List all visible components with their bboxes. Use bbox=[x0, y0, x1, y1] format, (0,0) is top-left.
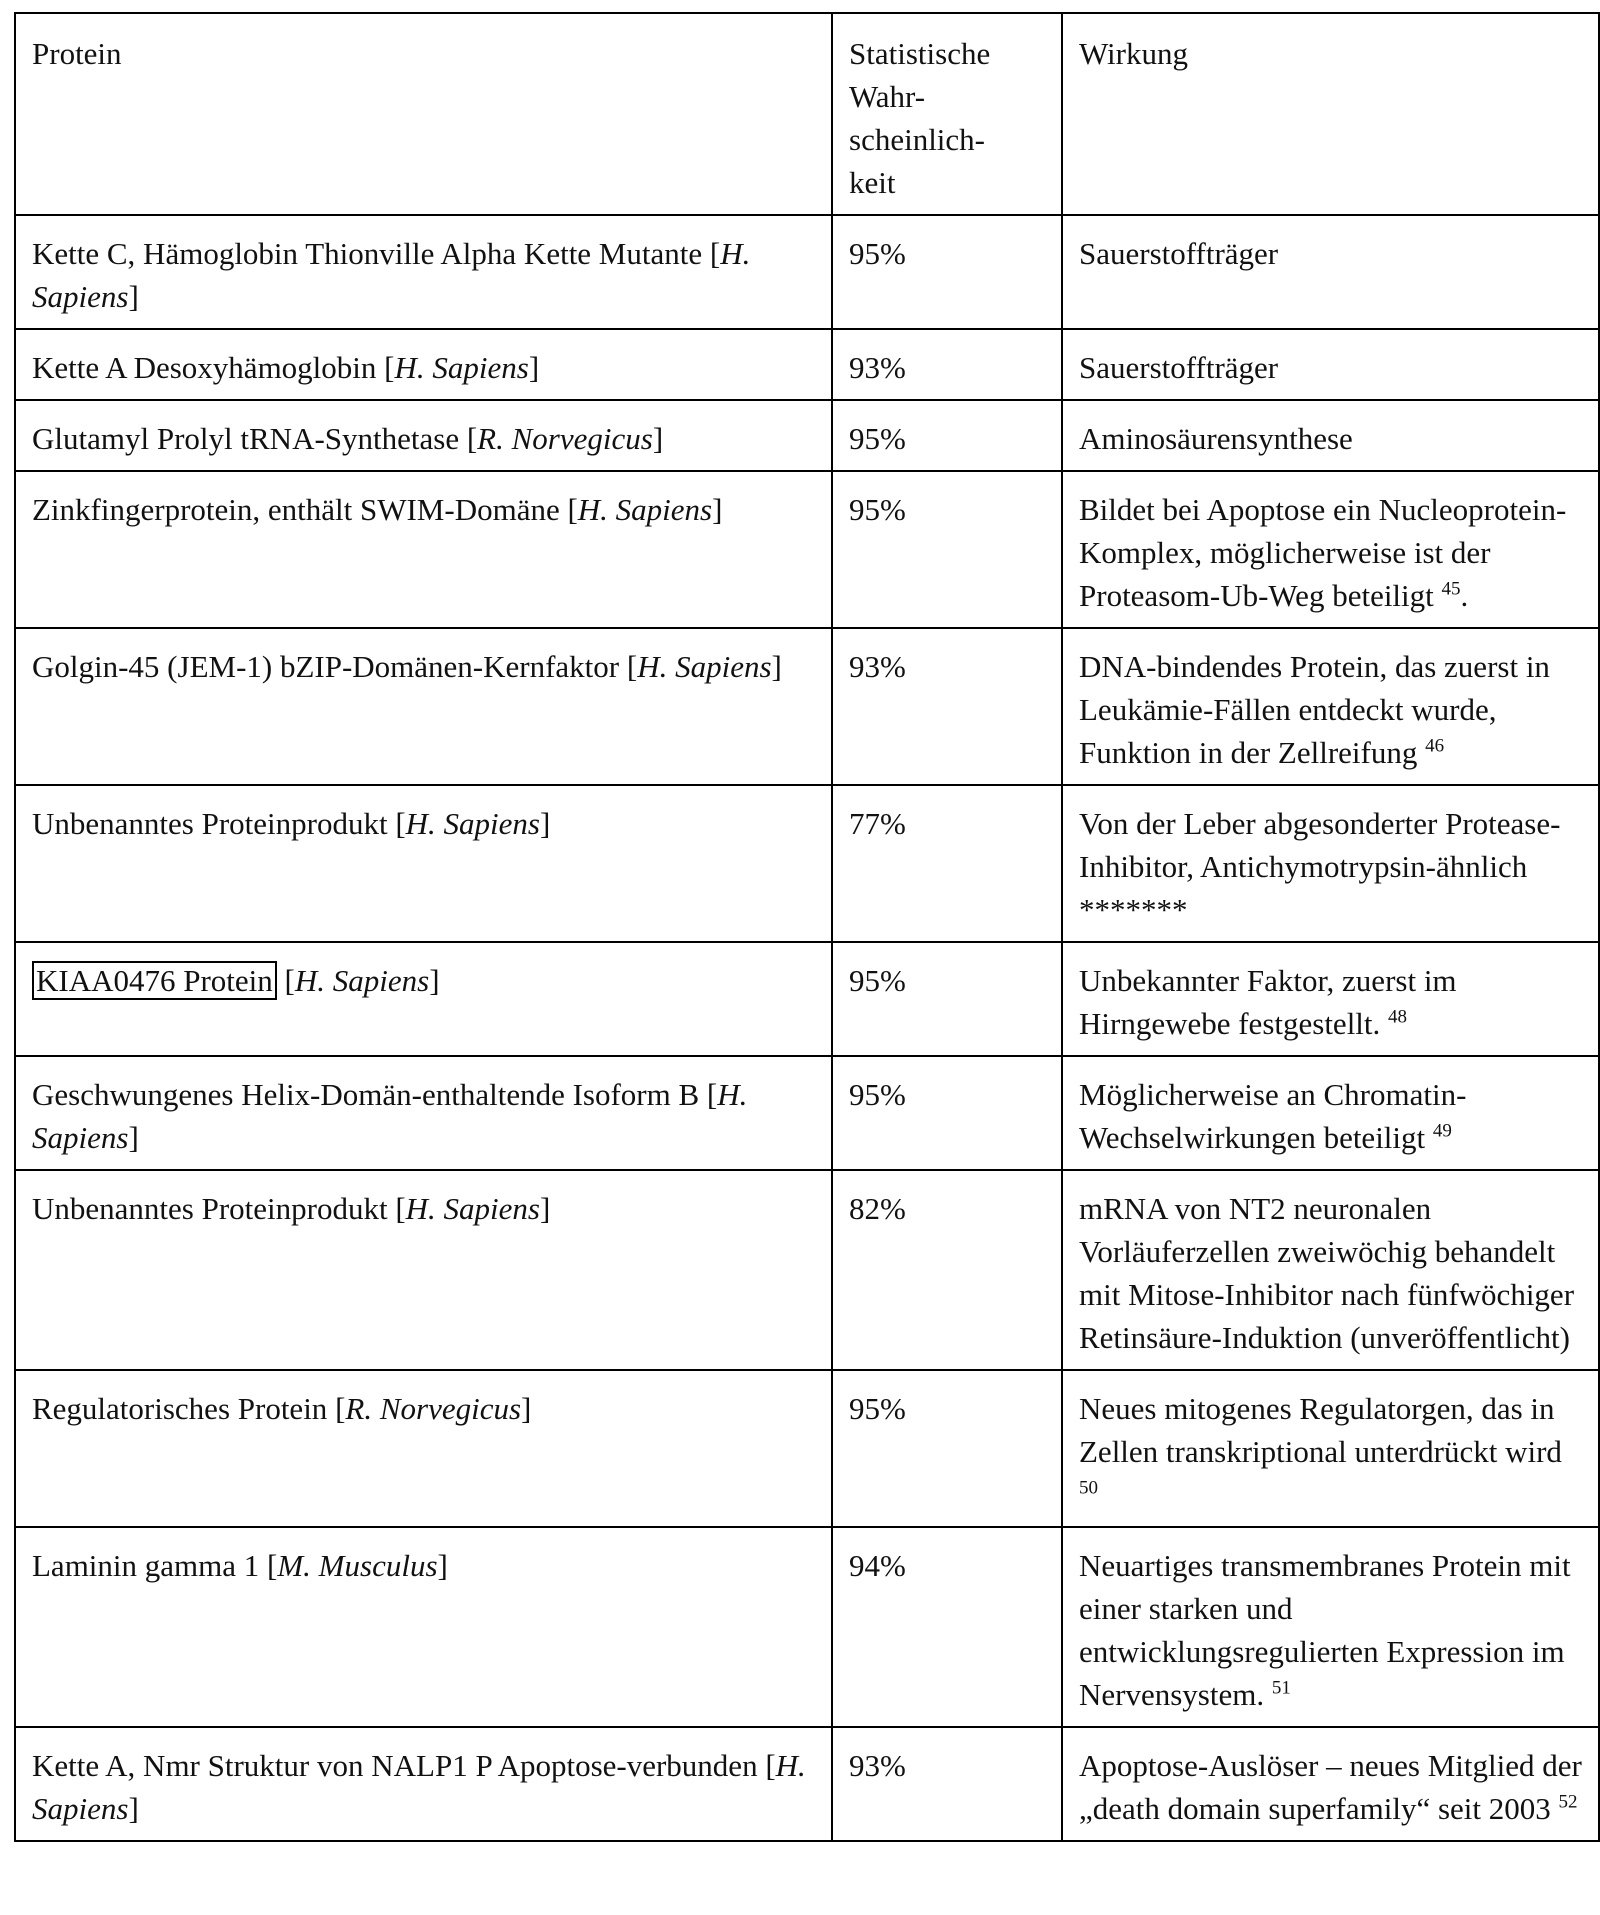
footnote-ref: 46 bbox=[1425, 735, 1445, 757]
species-name: H. Sapiens bbox=[405, 1191, 540, 1226]
protein-table bbox=[14, 12, 1600, 1842]
probability-cell: 95% bbox=[832, 1370, 1062, 1527]
header-probability-line: Wahr- bbox=[849, 79, 926, 114]
table-row bbox=[15, 1727, 1599, 1841]
table-body bbox=[15, 215, 1599, 1841]
effect-cell bbox=[1062, 1527, 1599, 1727]
effect-cell bbox=[1062, 785, 1599, 942]
protein-name: Glutamyl Prolyl tRNA-Synthetase bbox=[32, 421, 460, 456]
probability-cell: 95% bbox=[832, 471, 1062, 628]
probability-cell: 95% bbox=[832, 942, 1062, 1056]
table-row bbox=[15, 785, 1599, 942]
probability-cell: 95% bbox=[832, 215, 1062, 329]
effect-cell bbox=[1062, 400, 1599, 471]
protein-cell: Geschwungenes Helix-Domän-enthaltende Isoform B [H. Sapiens] bbox=[15, 1056, 832, 1170]
effect-text: Aminosäurensynthese bbox=[1079, 421, 1353, 456]
effect-cell bbox=[1062, 1370, 1599, 1527]
species-name: R. Norvegicus bbox=[345, 1391, 522, 1426]
protein-cell: KIAA0476 Protein [H. Sapiens] bbox=[15, 942, 832, 1056]
protein-cell: Kette C, Hämoglobin Thionville Alpha Kette Mutante [H. Sapiens] bbox=[15, 215, 832, 329]
protein-cell: Regulatorisches Protein [R. Norvegicus] bbox=[15, 1370, 832, 1527]
protein-cell: Unbenanntes Proteinprodukt [H. Sapiens] bbox=[15, 1170, 832, 1370]
table-row bbox=[15, 1370, 1599, 1527]
effect-text: Apoptose-Auslöser – neues Mitglied der „death domain superfamily“ seit 2003 bbox=[1079, 1748, 1582, 1826]
footnote-ref: 45 bbox=[1441, 578, 1461, 600]
header-probability-line: keit bbox=[849, 165, 896, 200]
table-row bbox=[15, 1527, 1599, 1727]
table-row bbox=[15, 471, 1599, 628]
effect-text: Bildet bei Apoptose ein Nucleoprotein-Komplex, möglicherweise ist der Proteasom-Ub-Weg beteiligt bbox=[1079, 492, 1567, 613]
species-name: H. Sapiens bbox=[637, 649, 772, 684]
effect-text: mRNA von NT2 neuronalen Vorläuferzellen zweiwöchig behandelt mit Mitose-Inhibitor nach fünfwöchiger Retinsäure-Induktion (unveröffentlicht) bbox=[1079, 1191, 1575, 1355]
species-name: H. Sapiens bbox=[405, 806, 540, 841]
probability-cell: 77% bbox=[832, 785, 1062, 942]
probability-cell: 82% bbox=[832, 1170, 1062, 1370]
footnote-ref: 51 bbox=[1271, 1677, 1291, 1699]
probability-cell: 95% bbox=[832, 400, 1062, 471]
effect-cell bbox=[1062, 471, 1599, 628]
effect-text: Sauerstoffträger bbox=[1079, 236, 1279, 271]
header-probability-line: scheinlich- bbox=[849, 122, 986, 157]
effect-cell bbox=[1062, 942, 1599, 1056]
footnote-ref: 52 bbox=[1558, 1791, 1578, 1813]
protein-name: Regulatorisches Protein bbox=[32, 1391, 328, 1426]
species-name: R. Norvegicus bbox=[477, 421, 653, 456]
table-row bbox=[15, 215, 1599, 329]
protein-name: Kette A Desoxyhämoglobin bbox=[32, 350, 377, 385]
protein-name: Kette C, Hämoglobin Thionville Alpha Kette Mutante bbox=[32, 236, 703, 271]
species-name: H. Sapiens bbox=[394, 350, 529, 385]
header-protein: Protein bbox=[15, 13, 832, 215]
table-row bbox=[15, 329, 1599, 400]
effect-text: Sauerstoffträger bbox=[1079, 350, 1279, 385]
protein-cell: Zinkfingerprotein, enthält SWIM-Domäne [H. Sapiens] bbox=[15, 471, 832, 628]
header-probability-line: Statistische bbox=[849, 36, 991, 71]
table-row bbox=[15, 1056, 1599, 1170]
effect-text: DNA-bindendes Protein, das zuerst in Leukämie-Fällen entdeckt wurde, Funktion in der Zellreifung bbox=[1079, 649, 1550, 770]
effect-text: Neues mitogenes Regulatorgen, das in Zellen transkriptional unterdrückt wird bbox=[1079, 1391, 1562, 1469]
probability-cell: 95% bbox=[832, 1056, 1062, 1170]
footnote-ref: 48 bbox=[1388, 1006, 1408, 1028]
probability-cell: 93% bbox=[832, 329, 1062, 400]
species-name: H. Sapiens bbox=[32, 1077, 748, 1155]
probability-cell: 93% bbox=[832, 628, 1062, 785]
protein-name: Laminin gamma 1 bbox=[32, 1548, 260, 1583]
protein-name: Kette A, Nmr Struktur von NALP1 P Apoptose-verbunden bbox=[32, 1748, 758, 1783]
effect-text: Unbekannter Faktor, zuerst im Hirngewebe festgestellt. bbox=[1079, 963, 1457, 1041]
protein-cell: Unbenanntes Proteinprodukt [H. Sapiens] bbox=[15, 785, 832, 942]
table-row bbox=[15, 628, 1599, 785]
species-name: H. Sapiens bbox=[32, 1748, 806, 1826]
effect-cell bbox=[1062, 1056, 1599, 1170]
protein-name-boxed: KIAA0476 Protein bbox=[32, 961, 277, 1000]
species-name: H. Sapiens bbox=[577, 492, 713, 527]
effect-cell bbox=[1062, 1170, 1599, 1370]
effect-cell bbox=[1062, 329, 1599, 400]
probability-cell: 93% bbox=[832, 1727, 1062, 1841]
effect-text: Von der Leber abgesonderter Protease-Inhibitor, Antichymotrypsin-ähnlich ******* bbox=[1079, 806, 1561, 927]
effect-cell bbox=[1062, 628, 1599, 785]
table-row bbox=[15, 1170, 1599, 1370]
header-probability bbox=[832, 13, 1062, 215]
protein-cell: Kette A, Nmr Struktur von NALP1 P Apoptose-verbunden [H. Sapiens] bbox=[15, 1727, 832, 1841]
probability-cell: 94% bbox=[832, 1527, 1062, 1727]
footnote-suffix: . bbox=[1460, 578, 1469, 613]
footnote-ref: 50 bbox=[1079, 1477, 1098, 1499]
table-row bbox=[15, 942, 1599, 1056]
species-name: H. Sapiens bbox=[294, 963, 430, 998]
header-effect: Wirkung bbox=[1062, 13, 1599, 215]
protein-name: Golgin-45 (JEM-1) bZIP-Domänen-Kernfaktor bbox=[32, 649, 620, 684]
effect-text: Neuartiges transmembranes Protein mit einer starken und entwicklungsregulierten Expression im Nervensystem. bbox=[1079, 1548, 1571, 1712]
protein-name: Geschwungenes Helix-Domän-enthaltende Isoform B bbox=[32, 1077, 700, 1112]
protein-cell: Glutamyl Prolyl tRNA-Synthetase [R. Norvegicus] bbox=[15, 400, 832, 471]
protein-cell: Laminin gamma 1 [M. Musculus] bbox=[15, 1527, 832, 1727]
protein-cell: Golgin-45 (JEM-1) bZIP-Domänen-Kernfaktor [H. Sapiens] bbox=[15, 628, 832, 785]
protein-name: Unbenanntes Proteinprodukt bbox=[32, 806, 388, 841]
protein-name: Zinkfingerprotein, enthält SWIM-Domäne bbox=[32, 492, 560, 527]
protein-cell: Kette A Desoxyhämoglobin [H. Sapiens] bbox=[15, 329, 832, 400]
species-name: M. Musculus bbox=[277, 1548, 438, 1583]
header-row bbox=[15, 13, 1599, 215]
effect-cell bbox=[1062, 1727, 1599, 1841]
effect-text: Möglicherweise an Chromatin-Wechselwirkungen beteiligt bbox=[1079, 1077, 1467, 1155]
effect-cell bbox=[1062, 215, 1599, 329]
species-name: H. Sapiens bbox=[32, 236, 751, 314]
protein-name: Unbenanntes Proteinprodukt bbox=[32, 1191, 388, 1226]
table-row bbox=[15, 400, 1599, 471]
footnote-ref: 49 bbox=[1432, 1120, 1452, 1142]
